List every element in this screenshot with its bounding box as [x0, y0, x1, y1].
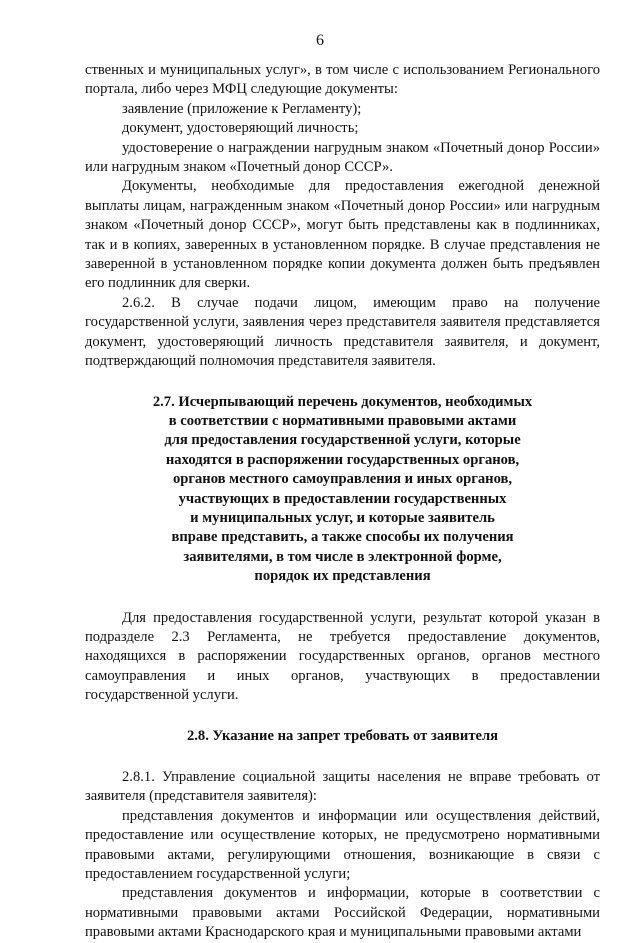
- list-item-application: заявление (приложение к Регламенту);: [122, 100, 362, 117]
- heading-line: вправе представить, а также способы их получения: [171, 529, 514, 546]
- list-item-identity-document: документ, удостоверяющий личность;: [122, 120, 359, 137]
- heading-line: находятся в распоряжении государственных органов,: [165, 451, 520, 468]
- paragraph-2-6-2: 2.6.2. В случае подачи лицом, имеющим право на получение государственной услуги, заявления через представителя заявителя представляется документ, удостоверяющий личность представителя заявителя, и документ, подтверждающий полномочия представителя заявителя.: [85, 294, 600, 370]
- heading-line: заявителями, в том числе в электронной форме,: [183, 548, 502, 565]
- paragraph-documents-copies: Документы, необходимые для предоставления ежегодной денежной выплаты лицам, награжденным знаком «Почетный донор России» или нагрудным знаком «Почетный донор СССР», могут быть представлены как в подлинниках, так и в копиях, заверенных в установленном порядке. В случае представления не заверенной в установленном порядке копии документа должен быть предъявлен его подлинник для сверки.: [85, 178, 600, 292]
- section-heading-2-7: [85, 393, 600, 587]
- heading-line: и муниципальных услуг, и которые заявитель: [190, 509, 495, 526]
- paragraph-continuation: ственных и муниципальных услуг», в том числе с использованием Регионального портала, либо через МФЦ следующие документы:: [85, 62, 600, 98]
- heading-line: в соответствии с нормативными правовыми актами: [168, 412, 517, 429]
- section-heading-2-8: 2.8. Указание на запрет требовать от заявителя: [186, 727, 499, 744]
- heading-line: органов местного самоуправления и иных органов,: [172, 471, 513, 488]
- heading-line: 2.7. Исчерпывающий перечень документов, необходимых: [152, 393, 533, 410]
- heading-line: порядок их представления: [254, 568, 431, 585]
- paragraph-2-7-body: Для предоставления государственной услуги, результат которой указан в подразделе 2.3 Регламента, не требуется предоставление документов, находящихся в распоряжении государственных органов, органов местного самоуправления и иных органов, участвующих в предоставлении государственной услуги.: [85, 609, 600, 704]
- paragraph-2-8-1: 2.8.1. Управление социальной защиты населения не вправе требовать от заявителя (представителя заявителя):: [85, 769, 600, 805]
- heading-line: для предоставления государственной услуги, которые: [164, 432, 521, 449]
- page-number: 6: [316, 32, 324, 49]
- paragraph-prohibition-documents: представления документов и информации, которые в соответствии с нормативными правовыми актами Российской Федерации, нормативными правовыми актами Краснодарского края и муниципальными правовыми актами: [85, 885, 600, 941]
- list-item-donor-certificate: удостоверение о награждении нагрудным знаком «Почетный донор России» или нагрудным знаком «Почетный донор СССР».: [85, 139, 600, 176]
- heading-line: участвующих в предоставлении государственных: [178, 490, 507, 507]
- paragraph-prohibition-actions: представления документов и информации или осуществления действий, предоставление или осуществление которых, не предусмотрено нормативными правовыми актами, регулирующими отношения, возникающие в связи с предоставлением государственной услуги;: [85, 807, 600, 883]
- document-body: [85, 61, 600, 943]
